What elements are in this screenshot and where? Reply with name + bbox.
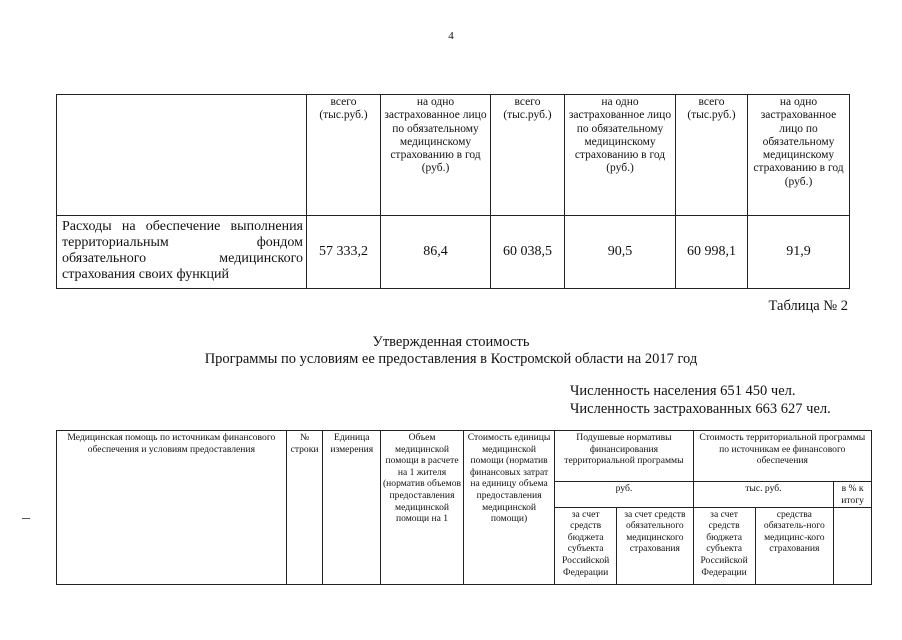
page-number: 4 (448, 30, 454, 42)
header-thous-rub: тыс. руб. (693, 481, 834, 507)
expenses-table (56, 94, 850, 289)
header-oms-cost: средства обязатель-ного медицинс-кого страхования (755, 507, 834, 584)
header-program-cost: Стоимость территориальной программы по источникам ее финансового обеспечения (693, 431, 871, 482)
header-volume: Объем медицинской помощи в расчете на 1 жителя (норматив объемов предоставления медицинской помощи на 1 (381, 431, 464, 585)
value-cell: 90,5 (565, 216, 676, 289)
caption-title: Утвержденная стоимость (372, 334, 530, 350)
header-row-number: № строки (286, 431, 323, 585)
value-cell: 60 038,5 (491, 216, 565, 289)
header-cell: всего (тыс.руб.) (307, 95, 381, 216)
header-pct-total: в % к итогу (834, 481, 872, 507)
header-cell: всего (тыс.руб.) (491, 95, 565, 216)
table-header-row (57, 95, 850, 216)
row-label: Расходы на обеспечение выполнения территориальным фондом обязательного медицинского страхования своих функций (57, 216, 307, 289)
header-cell: на одно застрахованное лицо по обязательному медицинскому страхованию в год (руб.) (565, 95, 676, 216)
insured-line: Численность застрахованных 663 627 чел. (570, 401, 831, 417)
header-oms: за счет средств обязательного медицинского страхования (617, 507, 694, 584)
header-cell (57, 95, 307, 216)
header-per-capita: Подушевые нормативы финансирования территориальной программы (555, 431, 693, 482)
value-cell: 60 998,1 (676, 216, 748, 289)
header-rub: руб. (555, 481, 693, 507)
program-cost-table (56, 430, 872, 585)
header-cell: на одно застрахованное лицо по обязательному медицинскому страхованию в год (руб.) (748, 95, 850, 216)
population-line: Численность населения 651 450 чел. (570, 383, 796, 399)
caption-subtitle: Программы по условиям ее предоставления в Костромской области на 2017 год (204, 351, 698, 367)
value-cell: 91,9 (748, 216, 850, 289)
header-unit-cost: Стоимость единицы медицинской помощи (норматив финансовых затрат на единицу объема предоставления медицинской помощи) (463, 431, 554, 585)
margin-mark (22, 518, 30, 519)
header-empty-cell (834, 507, 872, 584)
header-budget: за счет средств бюджета субъекта Российской Федерации (555, 507, 617, 584)
value-cell: 57 333,2 (307, 216, 381, 289)
value-cell: 86,4 (381, 216, 491, 289)
header-help-sources: Медицинская помощь по источникам финансового обеспечения и условиям предоставления (57, 431, 287, 585)
table-number-label: Таблица № 2 (768, 298, 848, 314)
header-cell: всего (тыс.руб.) (676, 95, 748, 216)
header-unit: Единица измерения (323, 431, 381, 585)
table-row (57, 216, 850, 289)
header-budget-cost: за счет средств бюджета субъекта Российской Федерации (693, 507, 755, 584)
header-cell: на одно застрахованное лицо по обязательному медицинскому страхованию в год (руб.) (381, 95, 491, 216)
